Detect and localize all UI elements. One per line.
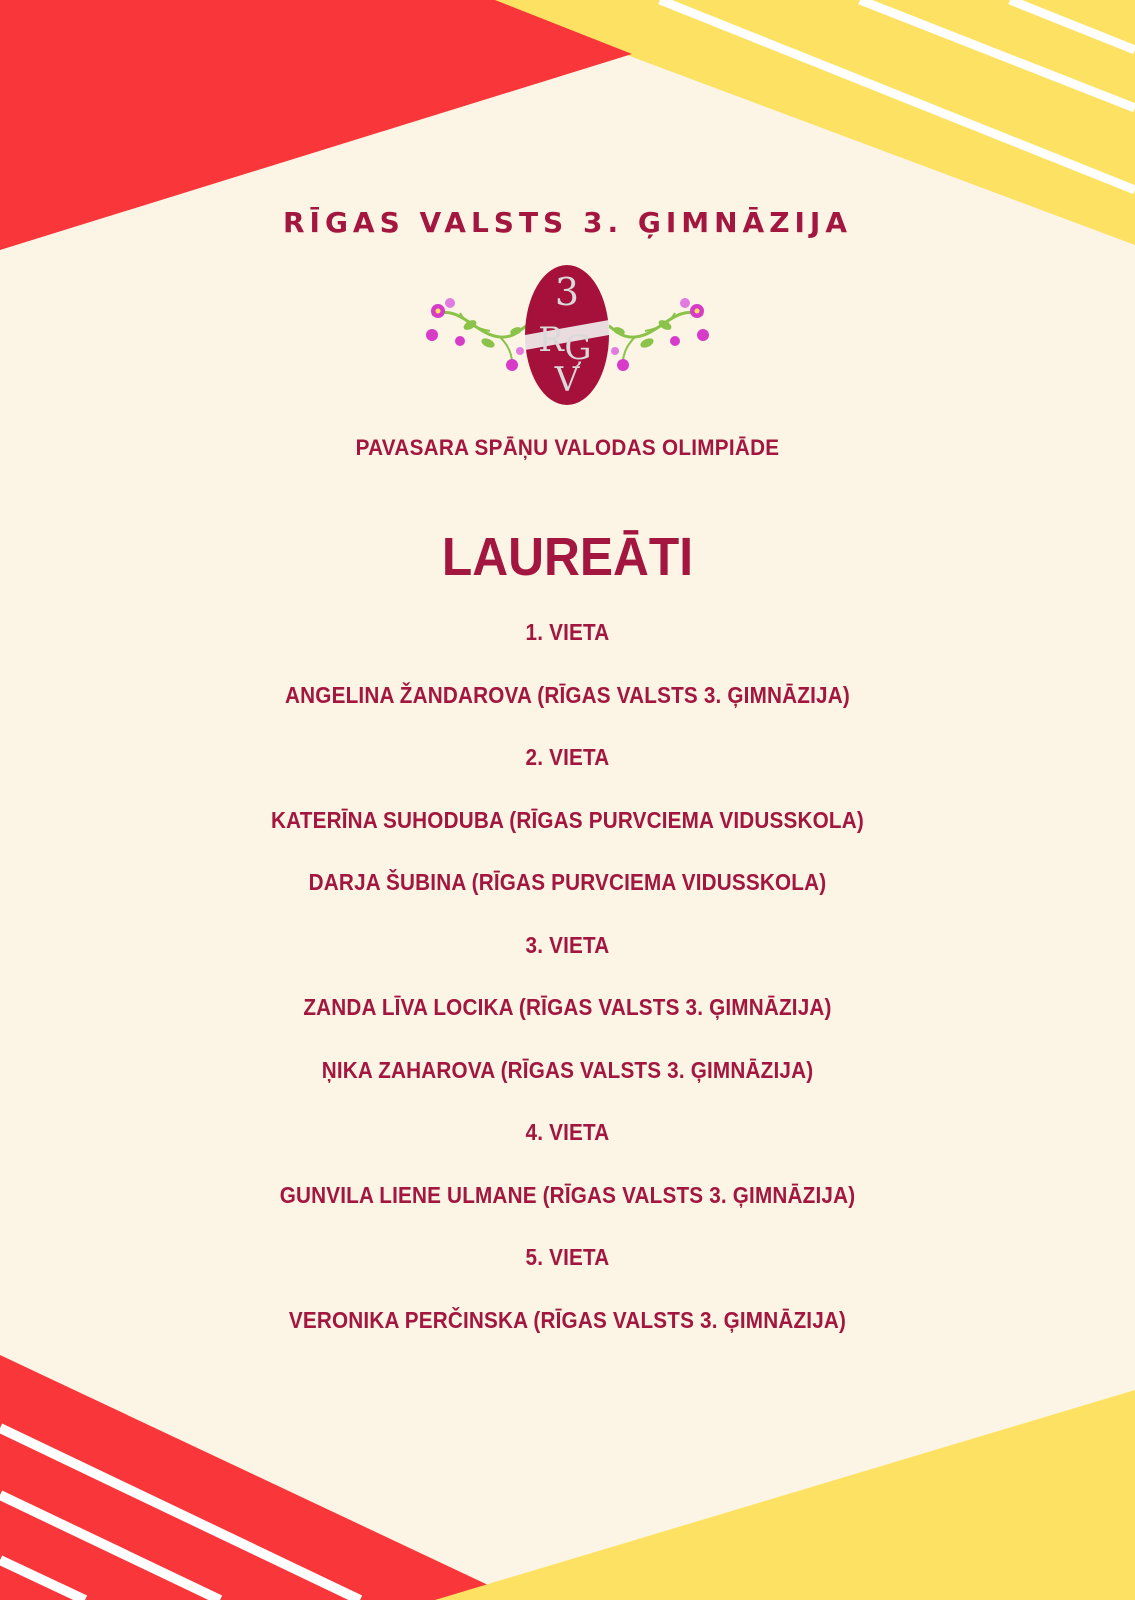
school-emblem-icon <box>420 265 715 415</box>
svg-text:Ģ: Ģ <box>564 328 592 368</box>
svg-text:3: 3 <box>554 270 580 314</box>
place-heading: 3. VIETA <box>525 931 610 958</box>
place-heading: 4. VIETA <box>525 1119 610 1145</box>
winner-entry: ŅIKA ZAHAROVA (RĪGAS VALSTS 3. ĢIMNĀZIJA) <box>321 1056 814 1083</box>
flower-vine-icon <box>426 298 528 371</box>
place-heading: 1. VIETA <box>525 619 610 645</box>
place-heading: 5. VIETA <box>525 1244 610 1270</box>
svg-text:V: V <box>554 360 580 400</box>
flower-vine-icon <box>607 298 709 371</box>
place-heading: 2. VIETA <box>525 744 610 770</box>
winner-entry: DARJA ŠUBINA (RĪGAS PURVCIEMA VIDUSSKOLA) <box>308 869 827 895</box>
winner-entry: ANGELINA ŽANDAROVA (RĪGAS VALSTS 3. ĢIMNĀZIJA) <box>285 681 850 708</box>
winner-entry: ZANDA LĪVA LOCIKA (RĪGAS VALSTS 3. ĢIMNĀZIJA) <box>303 994 832 1020</box>
winner-entry: KATERĪNA SUHODUBA (RĪGAS PURVCIEMA VIDUSSKOLA) <box>271 806 864 833</box>
monogram-oval-icon <box>525 265 609 405</box>
event-title: PAVASARA SPĀŅU VALODAS OLIMPIĀDE <box>355 435 780 460</box>
winner-entry: VERONIKA PERČINSKA (RĪGAS VALSTS 3. ĢIMNĀZIJA) <box>288 1306 847 1333</box>
page-title: LAUREĀTI <box>441 527 694 587</box>
results-list <box>0 617 1135 1367</box>
svg-text:R: R <box>538 320 564 360</box>
winner-entry: GUNVILA LIENE ULMANE (RĪGAS VALSTS 3. ĢIMNĀZIJA) <box>279 1181 856 1208</box>
school-name: RĪGAS VALSTS 3. ĢIMNĀZIJA <box>282 206 853 239</box>
